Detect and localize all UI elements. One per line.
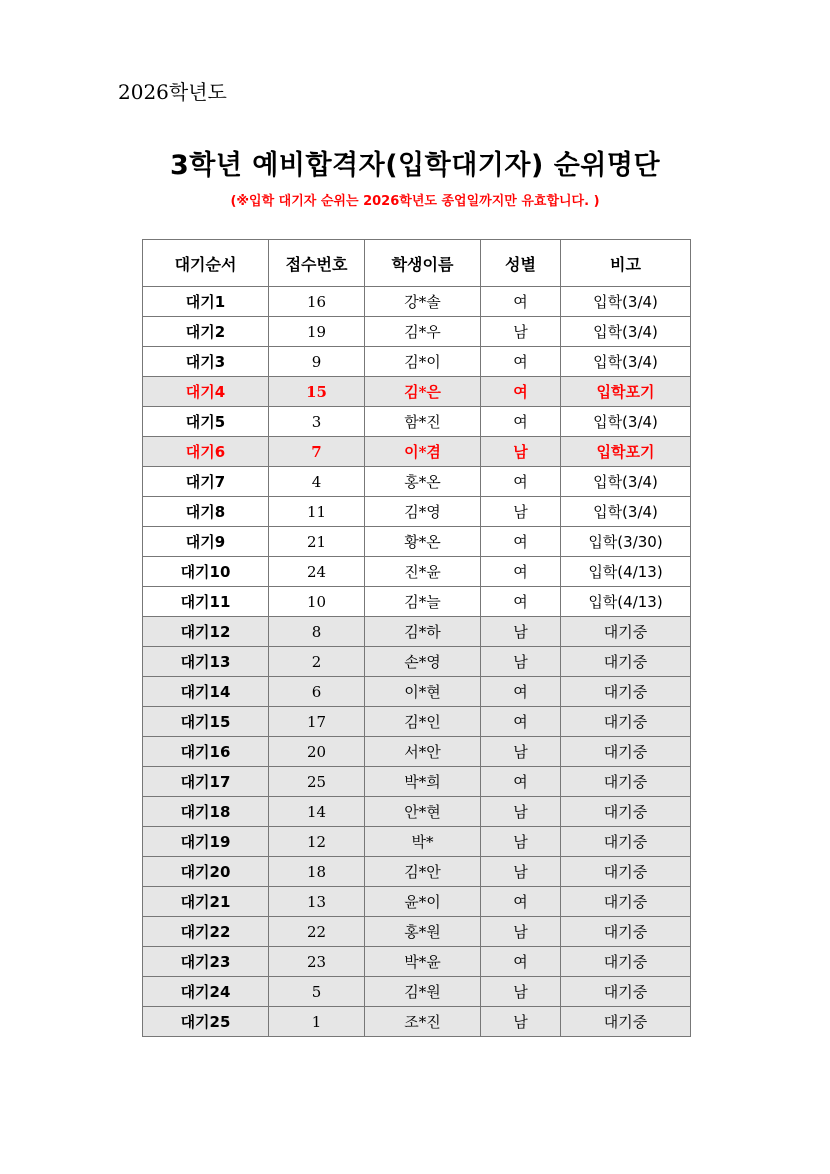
table-row (143, 1007, 691, 1037)
rank-cell: 대기23 (143, 947, 269, 977)
student-name-cell: 손*영 (365, 647, 481, 677)
application-number-cell: 20 (269, 737, 365, 767)
table-row (143, 677, 691, 707)
waitlist-table (142, 239, 691, 1037)
remark-cell: 대기중 (561, 977, 691, 1007)
application-number-cell: 19 (269, 317, 365, 347)
column-header-remark: 비고 (561, 240, 691, 287)
table-row (143, 287, 691, 317)
application-number-cell: 23 (269, 947, 365, 977)
remark-cell: 입학(3/4) (561, 287, 691, 317)
application-number-cell: 5 (269, 977, 365, 1007)
rank-cell: 대기18 (143, 797, 269, 827)
gender-cell: 여 (481, 527, 561, 557)
remark-cell: 입학포기 (561, 377, 691, 407)
rank-cell: 대기16 (143, 737, 269, 767)
table-row (143, 407, 691, 437)
table-row (143, 857, 691, 887)
student-name-cell: 진*윤 (365, 557, 481, 587)
application-number-cell: 17 (269, 707, 365, 737)
student-name-cell: 김*하 (365, 617, 481, 647)
table-header-row (143, 240, 691, 287)
application-number-cell: 16 (269, 287, 365, 317)
application-number-cell: 10 (269, 587, 365, 617)
rank-cell: 대기15 (143, 707, 269, 737)
application-number-cell: 4 (269, 467, 365, 497)
page-title: 3학년 예비합격자(입학대기자) 순위명단 (169, 150, 661, 181)
student-name-cell: 김*은 (365, 377, 481, 407)
remark-cell: 대기중 (561, 677, 691, 707)
table-row (143, 557, 691, 587)
gender-cell: 남 (481, 917, 561, 947)
student-name-cell: 김*영 (365, 497, 481, 527)
remark-cell: 입학(3/4) (561, 347, 691, 377)
gender-cell: 여 (481, 707, 561, 737)
student-name-cell: 황*온 (365, 527, 481, 557)
remark-cell: 대기중 (561, 707, 691, 737)
gender-cell: 남 (481, 647, 561, 677)
student-name-cell: 김*안 (365, 857, 481, 887)
student-name-cell: 김*원 (365, 977, 481, 1007)
gender-cell: 여 (481, 887, 561, 917)
rank-cell: 대기6 (143, 437, 269, 467)
remark-cell: 대기중 (561, 857, 691, 887)
gender-cell: 여 (481, 767, 561, 797)
gender-cell: 남 (481, 1007, 561, 1037)
table-row (143, 827, 691, 857)
rank-cell: 대기2 (143, 317, 269, 347)
gender-cell: 여 (481, 587, 561, 617)
gender-cell: 남 (481, 797, 561, 827)
table-row (143, 497, 691, 527)
table-row (143, 707, 691, 737)
rank-cell: 대기25 (143, 1007, 269, 1037)
column-header-number: 접수번호 (269, 240, 365, 287)
application-number-cell: 22 (269, 917, 365, 947)
rank-cell: 대기17 (143, 767, 269, 797)
rank-cell: 대기20 (143, 857, 269, 887)
table-row (143, 587, 691, 617)
student-name-cell: 김*늘 (365, 587, 481, 617)
rank-cell: 대기9 (143, 527, 269, 557)
application-number-cell: 12 (269, 827, 365, 857)
rank-cell: 대기21 (143, 887, 269, 917)
table-row (143, 977, 691, 1007)
gender-cell: 여 (481, 347, 561, 377)
student-name-cell: 박*윤 (365, 947, 481, 977)
gender-cell: 남 (481, 977, 561, 1007)
student-name-cell: 박* (365, 827, 481, 857)
gender-cell: 남 (481, 827, 561, 857)
student-name-cell: 안*현 (365, 797, 481, 827)
rank-cell: 대기3 (143, 347, 269, 377)
remark-cell: 입학포기 (561, 437, 691, 467)
remark-cell: 입학(3/4) (561, 407, 691, 437)
rank-cell: 대기22 (143, 917, 269, 947)
student-name-cell: 서*안 (365, 737, 481, 767)
table-row (143, 647, 691, 677)
remark-cell: 입학(3/4) (561, 317, 691, 347)
remark-cell: 대기중 (561, 767, 691, 797)
remark-cell: 대기중 (561, 827, 691, 857)
student-name-cell: 홍*온 (365, 467, 481, 497)
rank-cell: 대기5 (143, 407, 269, 437)
student-name-cell: 이*겸 (365, 437, 481, 467)
student-name-cell: 함*진 (365, 407, 481, 437)
table-row (143, 347, 691, 377)
rank-cell: 대기1 (143, 287, 269, 317)
rank-cell: 대기7 (143, 467, 269, 497)
gender-cell: 남 (481, 497, 561, 527)
rank-cell: 대기19 (143, 827, 269, 857)
rank-cell: 대기11 (143, 587, 269, 617)
application-number-cell: 1 (269, 1007, 365, 1037)
student-name-cell: 김*이 (365, 347, 481, 377)
student-name-cell: 조*진 (365, 1007, 481, 1037)
table-row (143, 917, 691, 947)
table-row (143, 947, 691, 977)
remark-cell: 대기중 (561, 887, 691, 917)
table-row (143, 767, 691, 797)
gender-cell: 남 (481, 317, 561, 347)
student-name-cell: 김*우 (365, 317, 481, 347)
remark-cell: 대기중 (561, 1007, 691, 1037)
gender-cell: 남 (481, 857, 561, 887)
table-row (143, 317, 691, 347)
table-row (143, 797, 691, 827)
column-header-gender: 성별 (481, 240, 561, 287)
table-row (143, 467, 691, 497)
application-number-cell: 25 (269, 767, 365, 797)
table-row (143, 617, 691, 647)
gender-cell: 남 (481, 737, 561, 767)
remark-cell: 입학(3/4) (561, 467, 691, 497)
application-number-cell: 6 (269, 677, 365, 707)
rank-cell: 대기13 (143, 647, 269, 677)
remark-cell: 대기중 (561, 617, 691, 647)
column-header-rank: 대기순서 (143, 240, 269, 287)
rank-cell: 대기12 (143, 617, 269, 647)
remark-cell: 입학(4/13) (561, 587, 691, 617)
rank-cell: 대기4 (143, 377, 269, 407)
application-number-cell: 14 (269, 797, 365, 827)
student-name-cell: 박*희 (365, 767, 481, 797)
table-row (143, 527, 691, 557)
rank-cell: 대기24 (143, 977, 269, 1007)
table-row (143, 437, 691, 467)
application-number-cell: 21 (269, 527, 365, 557)
gender-cell: 남 (481, 437, 561, 467)
application-number-cell: 8 (269, 617, 365, 647)
gender-cell: 여 (481, 377, 561, 407)
application-number-cell: 24 (269, 557, 365, 587)
gender-cell: 여 (481, 557, 561, 587)
school-year: 2026학년도 (118, 80, 227, 104)
table-row (143, 887, 691, 917)
student-name-cell: 강*솔 (365, 287, 481, 317)
validity-note: (※입학 대기자 순위는 2026학년도 종업일까지만 유효합니다. ) (230, 194, 600, 209)
application-number-cell: 15 (269, 377, 365, 407)
application-number-cell: 18 (269, 857, 365, 887)
remark-cell: 입학(3/4) (561, 497, 691, 527)
rank-cell: 대기8 (143, 497, 269, 527)
rank-cell: 대기10 (143, 557, 269, 587)
table-row (143, 737, 691, 767)
gender-cell: 여 (481, 287, 561, 317)
table-body (143, 287, 691, 1037)
remark-cell: 대기중 (561, 647, 691, 677)
application-number-cell: 11 (269, 497, 365, 527)
gender-cell: 여 (481, 947, 561, 977)
remark-cell: 대기중 (561, 947, 691, 977)
rank-cell: 대기14 (143, 677, 269, 707)
gender-cell: 여 (481, 467, 561, 497)
column-header-name: 학생이름 (365, 240, 481, 287)
gender-cell: 여 (481, 677, 561, 707)
student-name-cell: 김*인 (365, 707, 481, 737)
remark-cell: 대기중 (561, 737, 691, 767)
application-number-cell: 3 (269, 407, 365, 437)
student-name-cell: 홍*원 (365, 917, 481, 947)
application-number-cell: 2 (269, 647, 365, 677)
table-row (143, 377, 691, 407)
student-name-cell: 이*현 (365, 677, 481, 707)
remark-cell: 입학(3/30) (561, 527, 691, 557)
application-number-cell: 7 (269, 437, 365, 467)
remark-cell: 입학(4/13) (561, 557, 691, 587)
student-name-cell: 윤*이 (365, 887, 481, 917)
remark-cell: 대기중 (561, 797, 691, 827)
remark-cell: 대기중 (561, 917, 691, 947)
gender-cell: 여 (481, 407, 561, 437)
gender-cell: 남 (481, 617, 561, 647)
application-number-cell: 13 (269, 887, 365, 917)
application-number-cell: 9 (269, 347, 365, 377)
